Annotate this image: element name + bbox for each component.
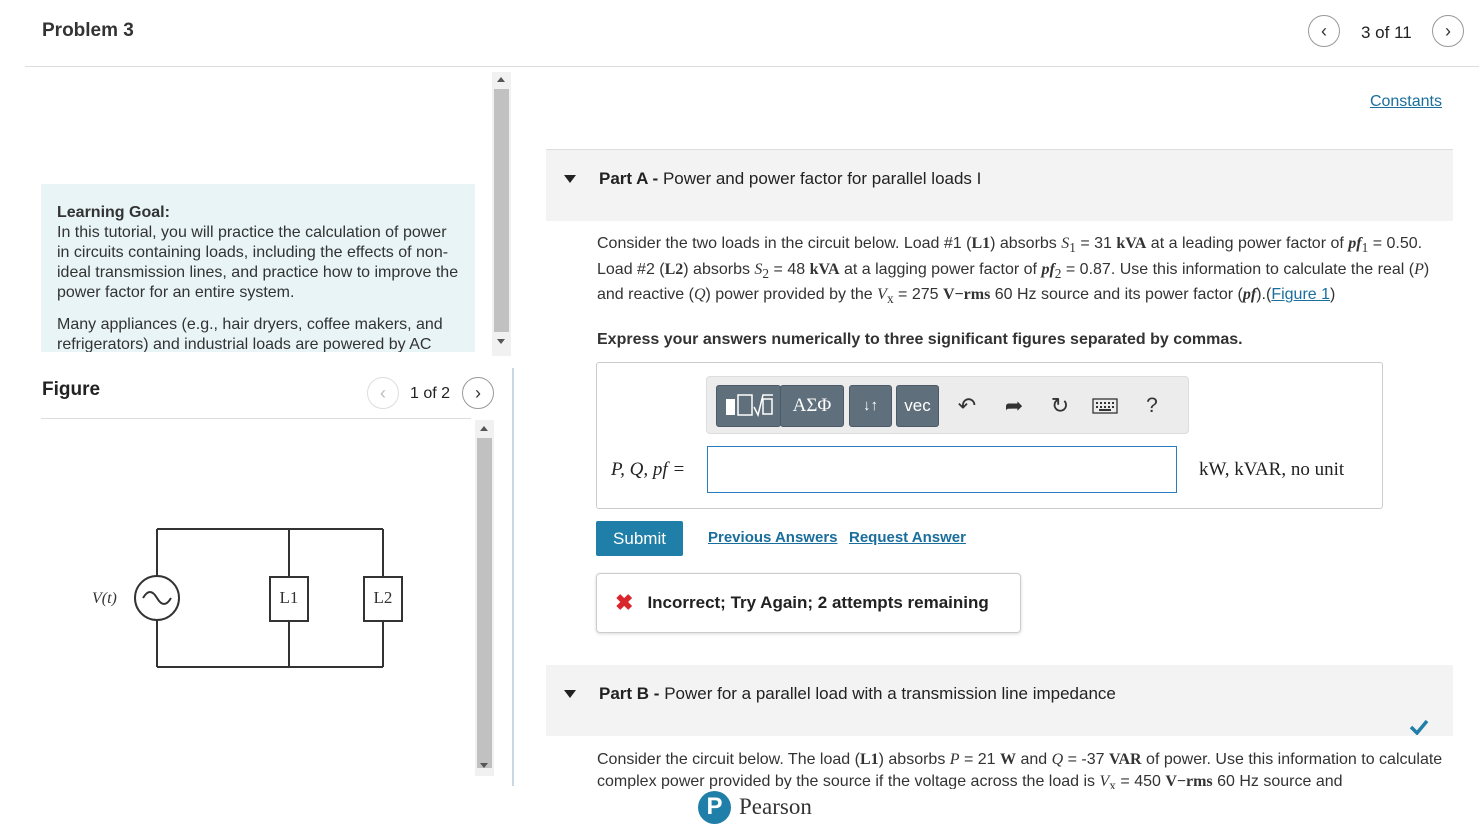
collapse-caret-icon[interactable] — [564, 175, 576, 183]
learning-goal-paragraph: Many appliances (e.g., hair dryers, coffee makers, and refrigerators) and industrial loads are powered by AC — [57, 316, 443, 352]
reset-icon[interactable]: ↻ — [1050, 393, 1070, 418]
pearson-logo — [698, 789, 818, 825]
part-b-title-text: Power for a parallel load with a transmission line impedance — [664, 684, 1116, 703]
templates-icon — [723, 393, 775, 419]
source-label: V(t) — [92, 590, 117, 607]
part-b-title[interactable] — [599, 684, 1116, 704]
figure-scrollbar[interactable] — [475, 420, 494, 776]
keyboard-icon[interactable] — [1090, 391, 1120, 421]
undo-icon[interactable]: ↶ — [957, 393, 977, 418]
subscript-superscript-button[interactable]: ↓↑ — [849, 385, 892, 427]
part-a-title[interactable] — [599, 169, 981, 189]
learning-goal-panel — [41, 184, 475, 352]
next-figure-button[interactable] — [462, 377, 494, 409]
chevron-left-icon: ‹ — [1321, 20, 1327, 41]
part-b-question: Consider the circuit below. The load (L1) absorbs P = 21 W and Q = -37 VAR of power. Use this information to calculate complex power provided by the source if the voltage across the load is $V_x = 450$ V−rms 60 Hz source and — [597, 751, 1443, 789]
load-l2-label: L2 — [373, 588, 393, 607]
scroll-up-icon[interactable] — [497, 77, 505, 82]
help-button[interactable]: ? — [1146, 394, 1158, 417]
load-l1-label: L1 — [279, 588, 299, 607]
previous-problem-button[interactable] — [1308, 15, 1340, 47]
panel-splitter[interactable] — [512, 368, 514, 786]
scroll-down-icon[interactable] — [497, 339, 505, 344]
previous-answers-link[interactable]: Previous Answers — [708, 529, 838, 546]
part-a-title-text: Power and power factor for parallel loads I — [662, 169, 982, 188]
part-b-label: Part B - — [599, 684, 660, 703]
problem-pager: 3 of 11 — [1361, 23, 1412, 42]
pearson-wordmark: Pearson — [739, 794, 812, 819]
feedback-text: Incorrect; Try Again; 2 attempts remaining — [647, 593, 989, 612]
math-toolbar — [706, 376, 1189, 434]
previous-figure-button[interactable] — [367, 377, 399, 409]
templates-button[interactable] — [716, 385, 781, 427]
pearson-p-icon: P — [698, 791, 731, 824]
chevron-right-icon: › — [475, 382, 481, 403]
scrollbar-thumb[interactable] — [494, 89, 509, 332]
part-a-question: Consider the two loads in the circuit below. Load #1 (L1) absorbs $S_1 = 31$ kVA at a leading power factor of $pf_1 = 0.50$. Load #2 (L2) absorbs $S_2 = 48$ kVA at a lagging power factor of $pf_2 = 0.87$. Use this information to calculate the real (P) and reactive (Q) power provided by the $V_x = 275$ V−rms 60 Hz source and its power factor (pf).(Figure 1) — [597, 235, 1430, 307]
submit-button[interactable]: Submit — [596, 521, 683, 556]
figure-pager: 1 of 2 — [410, 385, 451, 402]
answer-instruction: Express your answers numerically to three significant figures separated by commas. — [597, 331, 1243, 348]
incorrect-x-icon: ✖ — [615, 590, 634, 615]
chevron-right-icon: › — [1445, 20, 1451, 41]
vector-button[interactable]: vec — [896, 385, 939, 427]
part-b-header[interactable] — [546, 665, 1453, 736]
answer-input[interactable] — [707, 446, 1177, 493]
feedback-message — [596, 573, 1021, 633]
header-divider — [25, 66, 1479, 67]
circuit-diagram — [80, 520, 420, 680]
scrollbar-thumb[interactable] — [477, 438, 492, 768]
completed-check-icon — [1409, 719, 1429, 735]
constants-link[interactable]: Constants — [1369, 93, 1442, 110]
learning-goal-scrollbar[interactable] — [492, 72, 511, 356]
figure-title: Figure — [42, 379, 101, 400]
request-answer-link[interactable]: Request Answer — [849, 529, 966, 546]
answer-label: P, Q, pf = — [611, 459, 686, 480]
scroll-down-icon[interactable] — [480, 763, 488, 768]
redo-icon[interactable]: ➦ — [1004, 393, 1024, 418]
next-problem-button[interactable] — [1432, 15, 1464, 47]
answer-units: kW, kVAR, no unit — [1199, 459, 1345, 480]
greek-symbols-button[interactable]: ΑΣΦ — [780, 385, 844, 427]
part-a-label: Part A - — [599, 169, 659, 188]
problem-title: Problem 3 — [42, 20, 134, 41]
figure-1-link[interactable]: Figure 1 — [1271, 286, 1331, 304]
part-a-header[interactable] — [546, 150, 1453, 221]
collapse-caret-icon[interactable] — [564, 690, 576, 698]
part-b-question-viewport — [597, 749, 1447, 789]
learning-goal-paragraph: In this tutorial, you will practice the calculation of power in circuits containing loads, including the effects of non-ideal transmission lines, and practice how to improve the power factor for an entire system. — [57, 224, 459, 301]
chevron-left-icon: ‹ — [380, 382, 386, 403]
scroll-up-icon[interactable] — [480, 426, 488, 431]
learning-goal-heading: Learning Goal: — [57, 204, 170, 221]
ac-source-icon — [135, 576, 179, 620]
figure-divider — [41, 418, 471, 419]
